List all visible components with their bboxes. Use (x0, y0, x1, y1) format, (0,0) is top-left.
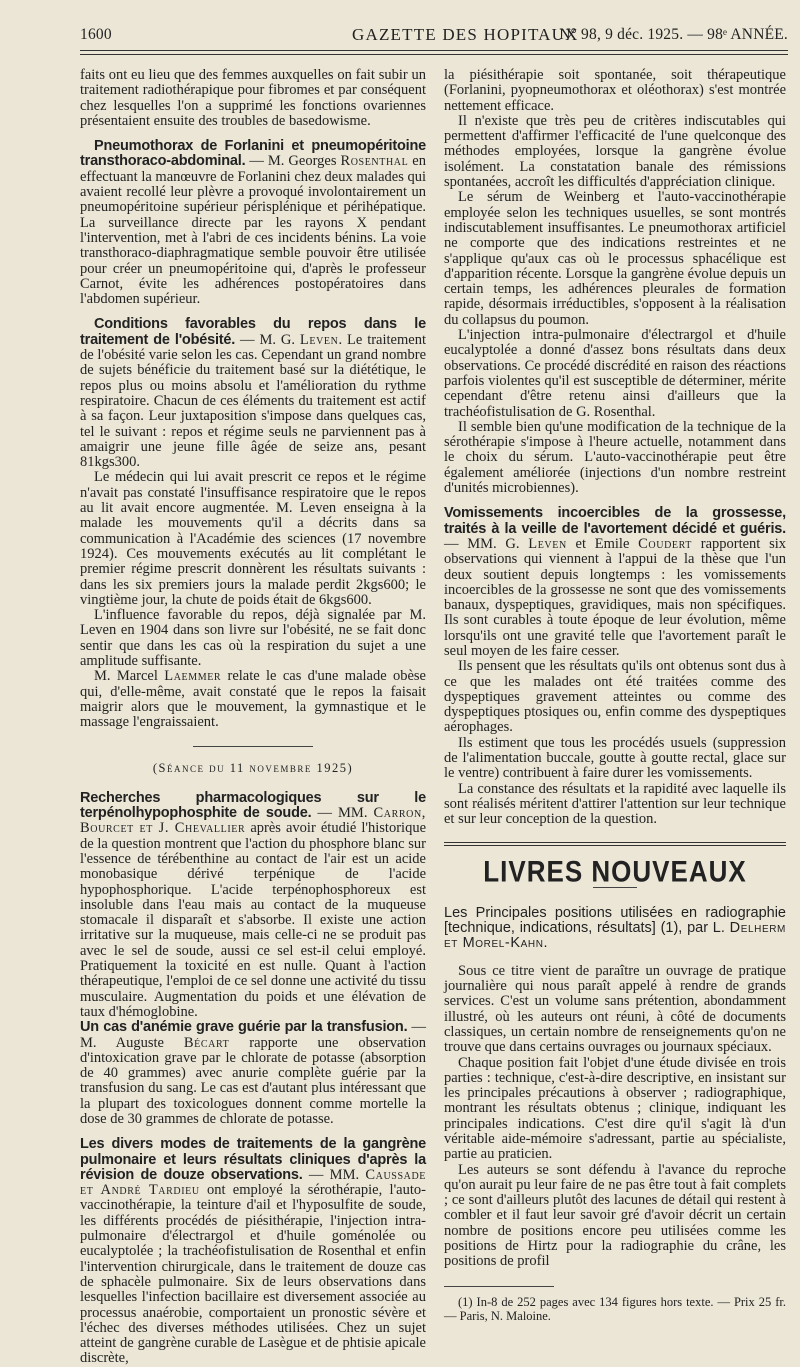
article-text: ont employé la sérothérapie, l'auto-vaccinothérapie, la teinture d'ail et l'hyposulfite de soude, les différents procédés de piésithérapie, l'injection intra-pulmonaire d'électrargol et d'huile goménolée ou eucalyptolée ; la trachéofistulisation de Rosenthal et enfin l'intervention chirurgicale, dans le traitement de douze cas de sphacèle pulmonaire. Six de leurs observations dans lesquelles l'infection bacillaire est diversement associée au processus anaérobie, comportaient un pronostic sévère et l'échec des diverses méthodes utilisées. Chez un sujet atteint de gangrène curable de Lasègue et de phtisie apicale discrète, (80, 1182, 426, 1367)
article-text: après avoir étudié l'historique de la question montrent que l'action du phosphore blanc sur l'essence de térébenthine au contact de l'air est un acide monobasique dérivé terpénique de l'acide hypophosphorique. L'acide terpénophosphoreux est insoluble dans l'eau mais au contact de la muqueuse stomacale il disparaît et s'absorbe. Il existe une action irritative sur la muqueuse, mais celle-ci ne se produit pas avec le sel de soude, aussi ce sel est-il celui employé. Pratiquement la toxicité en est nulle. Quant à l'action thérapeutique, l'emploi de ce sel donne une activité du tissu musculaire. Augmentation du poids et une élévation de taux d'hémoglobine. (80, 820, 427, 1020)
section-rule-thin (444, 845, 786, 846)
footnote: (1) In-8 de 252 pages avec 134 figures hors texte. — Prix 25 fr. — Paris, N. Maloine. (444, 1294, 786, 1323)
paragraph: Ils pensent que les résultats qu'ils ont obtenus sont dus à ce que les malades ont été traitées comme des dyspeptiques gravement atteintes ou comme des dyspeptiques ptosiques ou, enfin comme des dyspeptiques aérophages. (444, 658, 786, 736)
article-title: Pneumothorax de Forlanini et pneumopéritoine transthoraco-abdominal. (80, 138, 426, 170)
paragraph: Il n'existe que très peu de critères indiscutables qui permettent d'affirmer l'efficacité de l'une quelconque des méthodes employées, lorsque la gangrène évolue isolément. La constatation banale des rémissions spontanées, accroît les difficultés d'appréciation clinique. (444, 112, 786, 191)
article-title: Recherches pharmacologiques sur le terpénolhypophosphite de soude. (80, 789, 426, 822)
header-rule (80, 50, 788, 51)
paragraph: Le médecin qui lui avait prescrit ce repos et le régime n'avait pas constaté l'insuffisance respiratoire que le repos au lit avait encore augmentée. M. Leven enseigna à la malade les mouvements qu'il a décrits dans sa communication à l'Académie des sciences (17 novembre 1924). Ces mouvements exécutés au lit complétant le premier régime prescrit donnèrent les résultats suivants : dans les six premiers jours la malade perdit 2kgs600; le vingtième jour, la chute de poids était de 6kgs600. (80, 469, 426, 608)
author: Bécart (183, 1034, 230, 1051)
paragraph: la piésithérapie soit spontanée, soit thérapeutique (Forlanini, pyopneumothorax et oléothorax) s'est montrée nettement efficace. (444, 67, 786, 114)
author: Coudert (638, 535, 692, 552)
paragraph: Il semble bien qu'une modification de la technique de la sérothérapie s'impose à l'heure actuelle, notamment dans le choix du sérum. L'auto-vaccinothérapie peut être également améliorée (injections d'un nombre restreint d'unités microbiennes). (444, 418, 786, 497)
section-title: LIVRES NOUVEAUX (483, 853, 747, 888)
text: — MM. (311, 805, 374, 822)
issue-info: N° 98, 9 déc. 1925. — 98ᵉ ANNÉE. (559, 26, 788, 43)
article-terpenol (80, 791, 426, 1020)
article-gangrene (80, 1137, 426, 1366)
author: Laemmer (164, 668, 222, 685)
article-forlanini (80, 139, 426, 307)
article-title: Vomissements incoercibles de la grossesse, traités à la veille de l'avortement décidé et guéris. (444, 505, 786, 537)
paragraph: L'injection intra-pulmonaire d'électrargol et d'huile eucalyptolée a donné d'assez bons résultats dans deux observations. Ce procédé discrédité en raison des réactions parfois violentes qu'il est susceptible de déterminer, mérite cependant d'être retenu ainsi d'ailleurs que la trachéofistulisation de G. Rosenthal. (444, 327, 786, 420)
author: Carron, Bourcet et J. Chevallier (80, 805, 426, 837)
book-title: Les Principales positions utilisées en radiographie [technique, indications, résultats] (1), par L. Delherm et Morel-Kahn. (444, 904, 786, 952)
paragraph (80, 669, 426, 730)
paragraph: Le sérum de Weinberg et l'auto-vaccinothérapie employée selon les techniques usuelles, se sont montrés indiscutablement insuffisantes. Le pneumothorax artificiel ne comporte que des indications restreintes et ne s'applique qu'aux cas où le processus sphacélique est d'apparition récente. Lorsque la gangrène évolue depuis un certain temps, les adhérences pleurales de formation rapide, désormais irréductibles, s'opposent à la réalisation du collapsus du poumon. (444, 189, 786, 328)
page-number: 1600 (80, 26, 112, 43)
right-column (444, 68, 786, 1323)
author: Leven (299, 331, 339, 348)
paragraph: Sous ce titre vient de paraître un ouvrage de pratique journalière qui nous paraît appelé à rendre de grands services. C'est un volume sans prétention, abondamment illustré, où les auteurs ont réuni, à côté de documents classiques, un certain nombre de renseignements qu'on ne trouve que dans certains ouvrages ou journaux spéciaux. (444, 962, 786, 1056)
text: et Emile (566, 535, 639, 552)
section-rule (444, 842, 786, 843)
article-title: Un cas d'anémie grave guérie par la transfusion. (80, 1019, 408, 1036)
paragraph: L'influence favorable du repos, déjà signalée par M. Leven en 1904 dans son livre sur l'obésité, ne se fait donc sentir que dans les cas où la respiration du sujet a une amplitude suffisante. (80, 607, 426, 669)
text: M. Marcel (94, 668, 165, 685)
article-title: Conditions favorables du repos dans le traitement de l'obésité. (80, 316, 426, 348)
article-text: rapporte une observation d'intoxication grave par le chlorate de potasse (absorption de 40 grammes) avec anurie complète guérie par la transfusion du sang. Le cas est d'autant plus intéressant que la plupart des toxicologues donnent comme mortelle la dose de 30 grammes de chlorate de potasse. (80, 1034, 426, 1127)
article-text: en effectuant la manœuvre de Forlanini chez deux malades qui avaient recollé leur plèvre a provoqué involontairement un pneumopéritoine supérieur périsplénique et périhépatique. La surveillance directe par les rayons X pendant l'intervention, met à l'abri de ces incidents bénins. La voie transthoraco-diaphragmatique semble pouvoir être utilisée pour créer un pneumopéritoine qui, d'après le professeur Carnot, évite les adhérences postopératoires dans l'abdomen supérieur. (80, 153, 426, 308)
text: Les Principales positions utilisées en radiographie [technique, indications, résultats] (1), par L. (444, 904, 786, 937)
article-title: Les divers modes de traitements de la gangrène pulmonaire et leurs résultats cliniques d'après la révision de douze observations. (80, 1136, 426, 1183)
author: Caussade et André Tardieu (80, 1166, 426, 1199)
text: — M. Auguste (80, 1019, 426, 1051)
left-column (80, 68, 426, 1367)
paragraph: Les auteurs se sont défendu à l'avance du reproche qu'on aurait pu leur faire de ne pas être tout à fait complets ; ce sont d'ailleurs plutôt des lacunes de détail qui restent à combler et il faut leur savoir gré d'avoir décrit un certain nombre de positions encore peu utilisées comme les positions de Hirtz pour la radiographie du crâne, les positions de profil (444, 1161, 786, 1270)
author: Rosenthal (340, 153, 409, 170)
text: — M. G. (235, 331, 300, 348)
article-obesite (80, 317, 426, 470)
text: — MM. G. (444, 535, 529, 552)
author: Delherm et Morel-Kahn (444, 920, 786, 952)
article-anemie (80, 1020, 426, 1127)
session-heading: (Séance du 11 novembre 1925) (80, 746, 426, 776)
text: — MM. (302, 1166, 366, 1183)
paragraph: Ils estiment que tous les procédés usuels (suppression de l'alimentation buccale, goutte à goutte rectal, glace sur le ventre) contribuent à faire durer les vomissements. (444, 734, 786, 782)
article-text: rapportent six observations qui viennent à l'appui de la thèse que l'un deux soutient depuis longtemps : les vomissements incoercibles de la grossesse ne sont que des vomissements banaux, dyspeptiques, gravidiques, mais non spécifiques. Ils sont curables à toute époque de leur évolution, même lorsqu'ils ont une gravité telle que l'avortement paraît le seul moyen de les faire cesser. (444, 535, 786, 659)
text: relate le cas d'une malade obèse qui, d'elle-même, avait constaté que le repos la faisait maigrir alors que le mouvement, la gymnastique et le massage l'engraissaient. (80, 668, 426, 731)
paragraph: La constance des résultats et la rapidité avec laquelle ils sont réalisés méritent d'attirer l'attention sur leur technique et sur leur conception de la question. (444, 780, 786, 828)
footnote-rule (444, 1286, 554, 1287)
paragraph: Chaque position fait l'objet d'une étude divisée en trois parties : technique, c'est-à-dire descriptive, en insistant sur les principales précautions à observer ; radiographique, montrant les résultats obtenus ; clinique, indiquant les principales indications. C'est dire qu'il s'agit là d'un véritable aide-mémoire s'adressant, partie au spécialiste, partie au praticien. (444, 1054, 786, 1163)
header-rule-thin (80, 54, 788, 55)
article-text: . Le traitement de l'obésité varie selon les cas. Cependant un grand nombre de sujets bénéficie du traitement basé sur la diététique, le repos plus ou moins absolu et l'amélioration du rythme respiratoire. Chacun de ces éléments du traitement est actif à sa façon. Leur juxtaposition s'impose dans quelques cas, tel le suivant : repos et régime seuls ne parviennent pas à amaigrir une jeune fille âgée de seize ans, pesant 81kgs300. (80, 331, 426, 471)
text: — M. Georges (245, 153, 341, 170)
masthead (80, 24, 788, 46)
article-vomissements (444, 506, 786, 659)
journal-title: GAZETTE DES HOPITAUX (352, 25, 579, 44)
paragraph: faits ont eu lieu que des femmes auxquelles on fait subir un traitement radiothérapique pour fibromes et par conséquent chez lesquelles l'on a supprimé les fonctions ovariennes présentaient ensuite des troubles de basedowisme. (80, 67, 426, 129)
author: Leven (528, 535, 567, 552)
